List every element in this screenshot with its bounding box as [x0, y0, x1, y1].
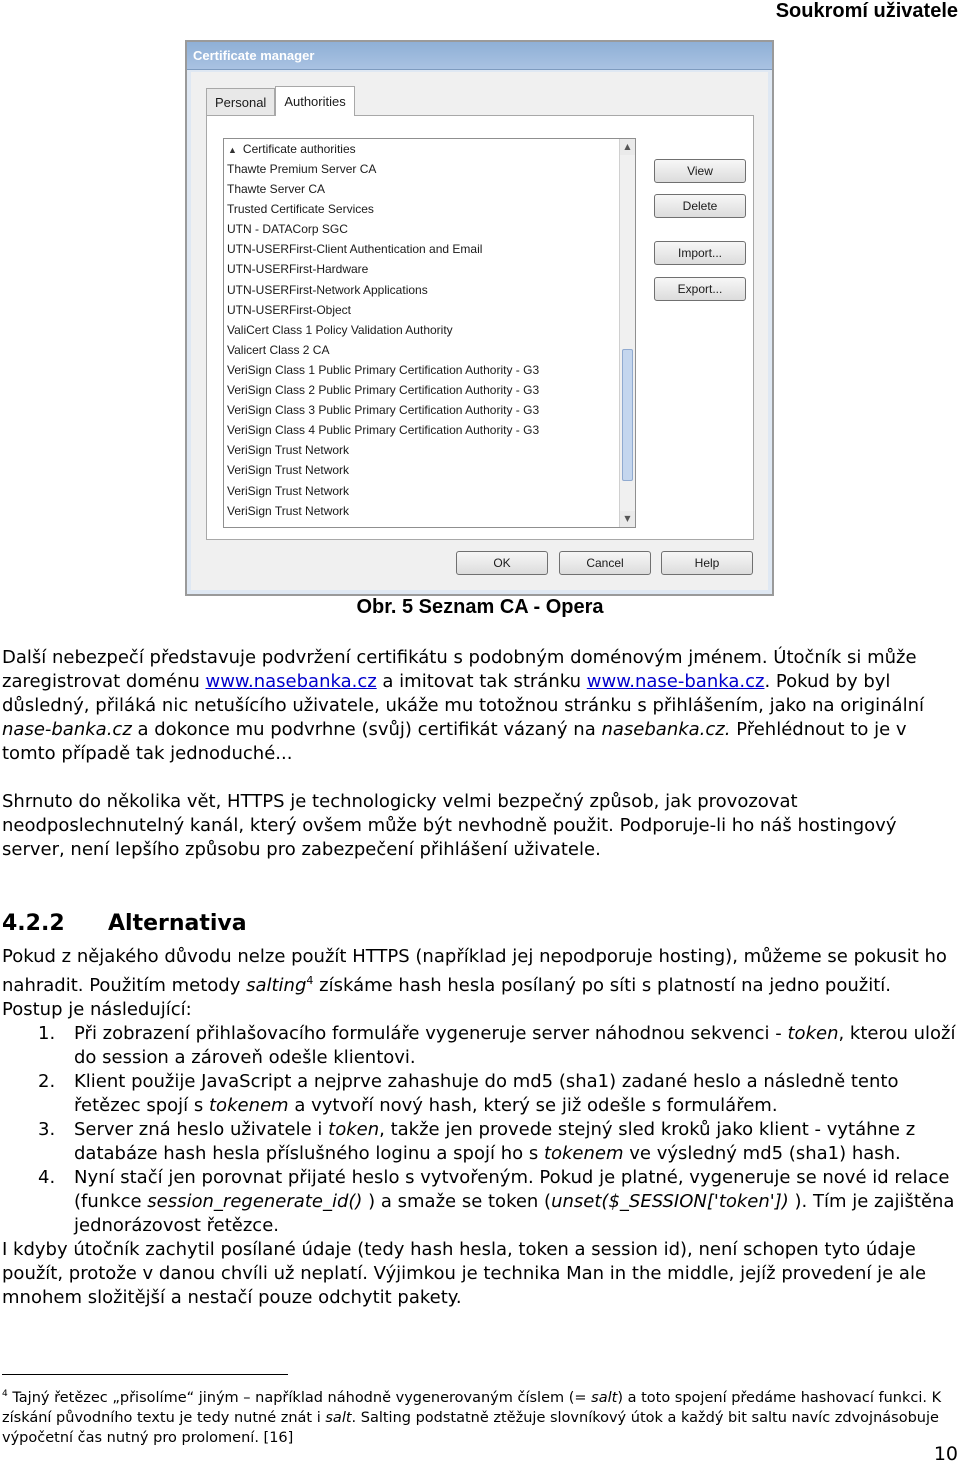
list-item[interactable]: VeriSign Trust Network: [227, 463, 350, 478]
list-item[interactable]: UTN-USERFirst-Network Applications: [227, 282, 428, 297]
list-item[interactable]: Thawte Server CA: [227, 182, 326, 197]
paragraph-phishing: [2, 646, 957, 766]
footnote: [2, 1384, 957, 1448]
help-button[interactable]: Help: [661, 551, 753, 575]
list-item[interactable]: VeriSign Class 2 Public Primary Certification Authority - G3: [227, 383, 540, 398]
list-item[interactable]: Thawte Premium Server CA: [227, 162, 377, 176]
text-run: Nyní stačí jen porovnat přijaté heslo s vytvořeným. Pokud je platné, vygeneruje se nové id relace (funkce: [74, 1167, 950, 1212]
list-number: 2.: [38, 1071, 56, 1092]
text-run: a vytvoří nový hash, který se již odešle s formulářem.: [288, 1095, 778, 1116]
paragraph-intro: [2, 945, 957, 1022]
emphasis: nase-banka.cz: [2, 719, 132, 740]
list-number: 1.: [38, 1023, 56, 1044]
text-run: Klient použije JavaScript a nejprve zahashuje do md5 (sha1) zadané heslo a následně tento řetězec spojí s: [74, 1071, 899, 1116]
list-group-label: Certificate authorities: [242, 142, 356, 156]
certificate-list[interactable]: [223, 138, 636, 528]
text-run: získáme hash hesla posílaný po síti s platností na jedno použití. Postup je následující:: [2, 975, 892, 1020]
text-run: , takže jen provede stejný sled kroků jako klient - vytáhne z databáze hash hesla příslušného loginu a spojí ho s: [74, 1119, 916, 1164]
certificate-manager-dialog: [185, 40, 774, 596]
paragraph-summary: [2, 790, 957, 862]
list-item: [2, 1118, 957, 1166]
emphasis: unset($_SESSION['token']): [551, 1191, 789, 1212]
delete-button[interactable]: Delete: [654, 194, 746, 218]
scroll-thumb[interactable]: [622, 349, 633, 481]
text-run: ve výsledný md5 (sha1) hash.: [623, 1143, 901, 1164]
list-item[interactable]: VeriSign Class 3 Public Primary Certification Authority - G3: [227, 403, 540, 418]
authorities-panel: [206, 115, 754, 540]
cancel-button[interactable]: Cancel: [559, 551, 651, 575]
view-button[interactable]: View: [654, 159, 746, 183]
emphasis: tokenem: [543, 1143, 624, 1164]
text-run: Další nebezpečí představuje podvržení certifikátu s podobným doménovým jménem. Útočník si může zaregistrovat doménu: [2, 647, 917, 692]
tab-strip: [206, 86, 355, 116]
export-button[interactable]: Export...: [654, 277, 746, 301]
list-item[interactable]: UTN-USERFirst-Client Authentication and Email: [227, 242, 483, 257]
list-item[interactable]: VeriSign Class 4 Public Primary Certification Authority - G3: [227, 423, 540, 438]
section-title: Alternativa: [108, 911, 247, 936]
list-number: 3.: [38, 1119, 56, 1140]
paragraph-text: [2, 646, 957, 766]
list-item[interactable]: Valicert Class 2 CA: [227, 342, 330, 357]
ok-button[interactable]: OK: [456, 551, 548, 575]
text-run: ) a toto spojení předáme hashovací funkci. K získání původního textu je tedy nutné znát i: [2, 1389, 942, 1426]
list-number: 4.: [38, 1167, 56, 1188]
text-run: ). Tím je zajištěna jednorázovost řetězce.: [74, 1191, 955, 1236]
section-number: 4.2.2: [2, 911, 65, 936]
dialog-body: [191, 72, 768, 590]
scroll-down-icon[interactable]: ▼: [620, 511, 635, 527]
figure-caption: Obr. 5 Seznam CA - Opera: [356, 596, 604, 618]
section-heading: [2, 911, 247, 936]
text-run: , kterou uloží do session a zároveň odešle klientovi.: [74, 1023, 956, 1068]
footnote-ref[interactable]: 4: [306, 974, 314, 987]
emphasis: token: [328, 1119, 380, 1140]
emphasis: token: [787, 1023, 839, 1044]
steps-list: [2, 1022, 957, 1238]
footnote-rule: [2, 1374, 288, 1375]
text-run: . Pokud by byl důsledný, přiláká nic netušícího uživatele, ukáže mu totožnou stránku s přihlášením, jako na originální: [2, 671, 924, 716]
list-item[interactable]: VeriSign Trust Network: [227, 483, 350, 498]
text-run: a imitovat tak stránku: [376, 671, 587, 692]
list-item: [2, 1070, 957, 1118]
list-item[interactable]: UTN-USERFirst-Hardware: [227, 262, 369, 277]
footnote-mark: 4: [2, 1389, 8, 1399]
list-item: [2, 1166, 957, 1238]
scroll-up-icon[interactable]: ▲: [620, 139, 635, 155]
page-number: 10: [933, 1443, 958, 1465]
paragraph-text: Shrnuto do několika vět, HTTPS je technologicky velmi bezpečný způsob, jak provozovat neodposlechnutelný kanál, který ovšem může být nevhodně použit. Podporuje-li ho náš hostingový server, není lepšího způsobu pro zabezpečení přihlášení uživatele.: [2, 791, 897, 860]
list-item[interactable]: ValiCert Class 1 Policy Validation Authority: [227, 322, 453, 337]
text-run: Tajný řetězec „přisolíme“ jiným – například náhodně vygenerovaným číslem (=: [7, 1389, 592, 1406]
text-run: Server zná heslo uživatele i: [74, 1119, 329, 1140]
emphasis: salt: [325, 1409, 352, 1426]
running-header: Soukromí uživatele: [775, 0, 958, 22]
link-nase-banka[interactable]: www.nase-banka.cz: [586, 671, 765, 692]
list-item[interactable]: Trusted Certificate Services: [227, 202, 374, 217]
text-run: . Salting podstatně ztěžuje slovníkový útok a každý bit saltu navíc zdvojnásobuje výpočetní čas nutný pro prolomení. [16]: [2, 1409, 939, 1446]
collapse-triangle-icon[interactable]: ▲: [228, 145, 237, 155]
text-run: Pokud z nějakého důvodu nelze použít HTTPS (například jej nepodporuje hosting), můžeme se pokusit ho nahradit. Použitím metody: [2, 946, 947, 996]
emphasis: nasebanka.cz.: [601, 719, 731, 740]
list-item[interactable]: VeriSign Class 1 Public Primary Certification Authority - G3: [227, 362, 540, 377]
dialog-title: Certificate manager: [187, 42, 772, 70]
list-item[interactable]: VeriSign Trust Network: [227, 503, 350, 518]
list-item[interactable]: VeriSign Trust Network: [227, 443, 350, 458]
import-button[interactable]: Import...: [654, 241, 746, 265]
list-item[interactable]: UTN - DATACorp SGC: [227, 222, 348, 237]
paragraph-conclusion: I kdyby útočník zachytil posílané údaje (tedy hash hesla, token a session id), není schopen tyto údaje použít, protože v danou chvíli už neplatí. Výjimkou je technika Man in the middle, jejíž provedení je ale mnohem složitější a nestačí pouze odchytit pakety.: [2, 1239, 927, 1308]
emphasis: salting: [246, 975, 307, 996]
text-run: a dokonce mu podvrhne (svůj) certifikát vázaný na: [131, 719, 602, 740]
emphasis: session_regenerate_id(): [147, 1191, 363, 1212]
list-scrollbar[interactable]: [619, 139, 635, 527]
link-nasebanka[interactable]: www.nasebanka.cz: [205, 671, 377, 692]
list-item[interactable]: UTN-USERFirst-Object: [227, 302, 352, 317]
list-item: [2, 1022, 957, 1070]
text-run: Přehlédnout to je v tomto případě tak jednoduché...: [2, 719, 907, 764]
emphasis: salt: [591, 1389, 618, 1406]
text-run: ) a smaže se token (: [362, 1191, 552, 1212]
section-body: [2, 945, 957, 1310]
tab-personal[interactable]: Personal: [206, 88, 275, 116]
text-run: Při zobrazení přihlašovacího formuláře vygeneruje server náhodnou sekvenci -: [74, 1023, 788, 1044]
list-group-header[interactable]: [224, 139, 635, 159]
emphasis: tokenem: [209, 1095, 289, 1116]
tab-authorities[interactable]: Authorities: [275, 86, 354, 116]
